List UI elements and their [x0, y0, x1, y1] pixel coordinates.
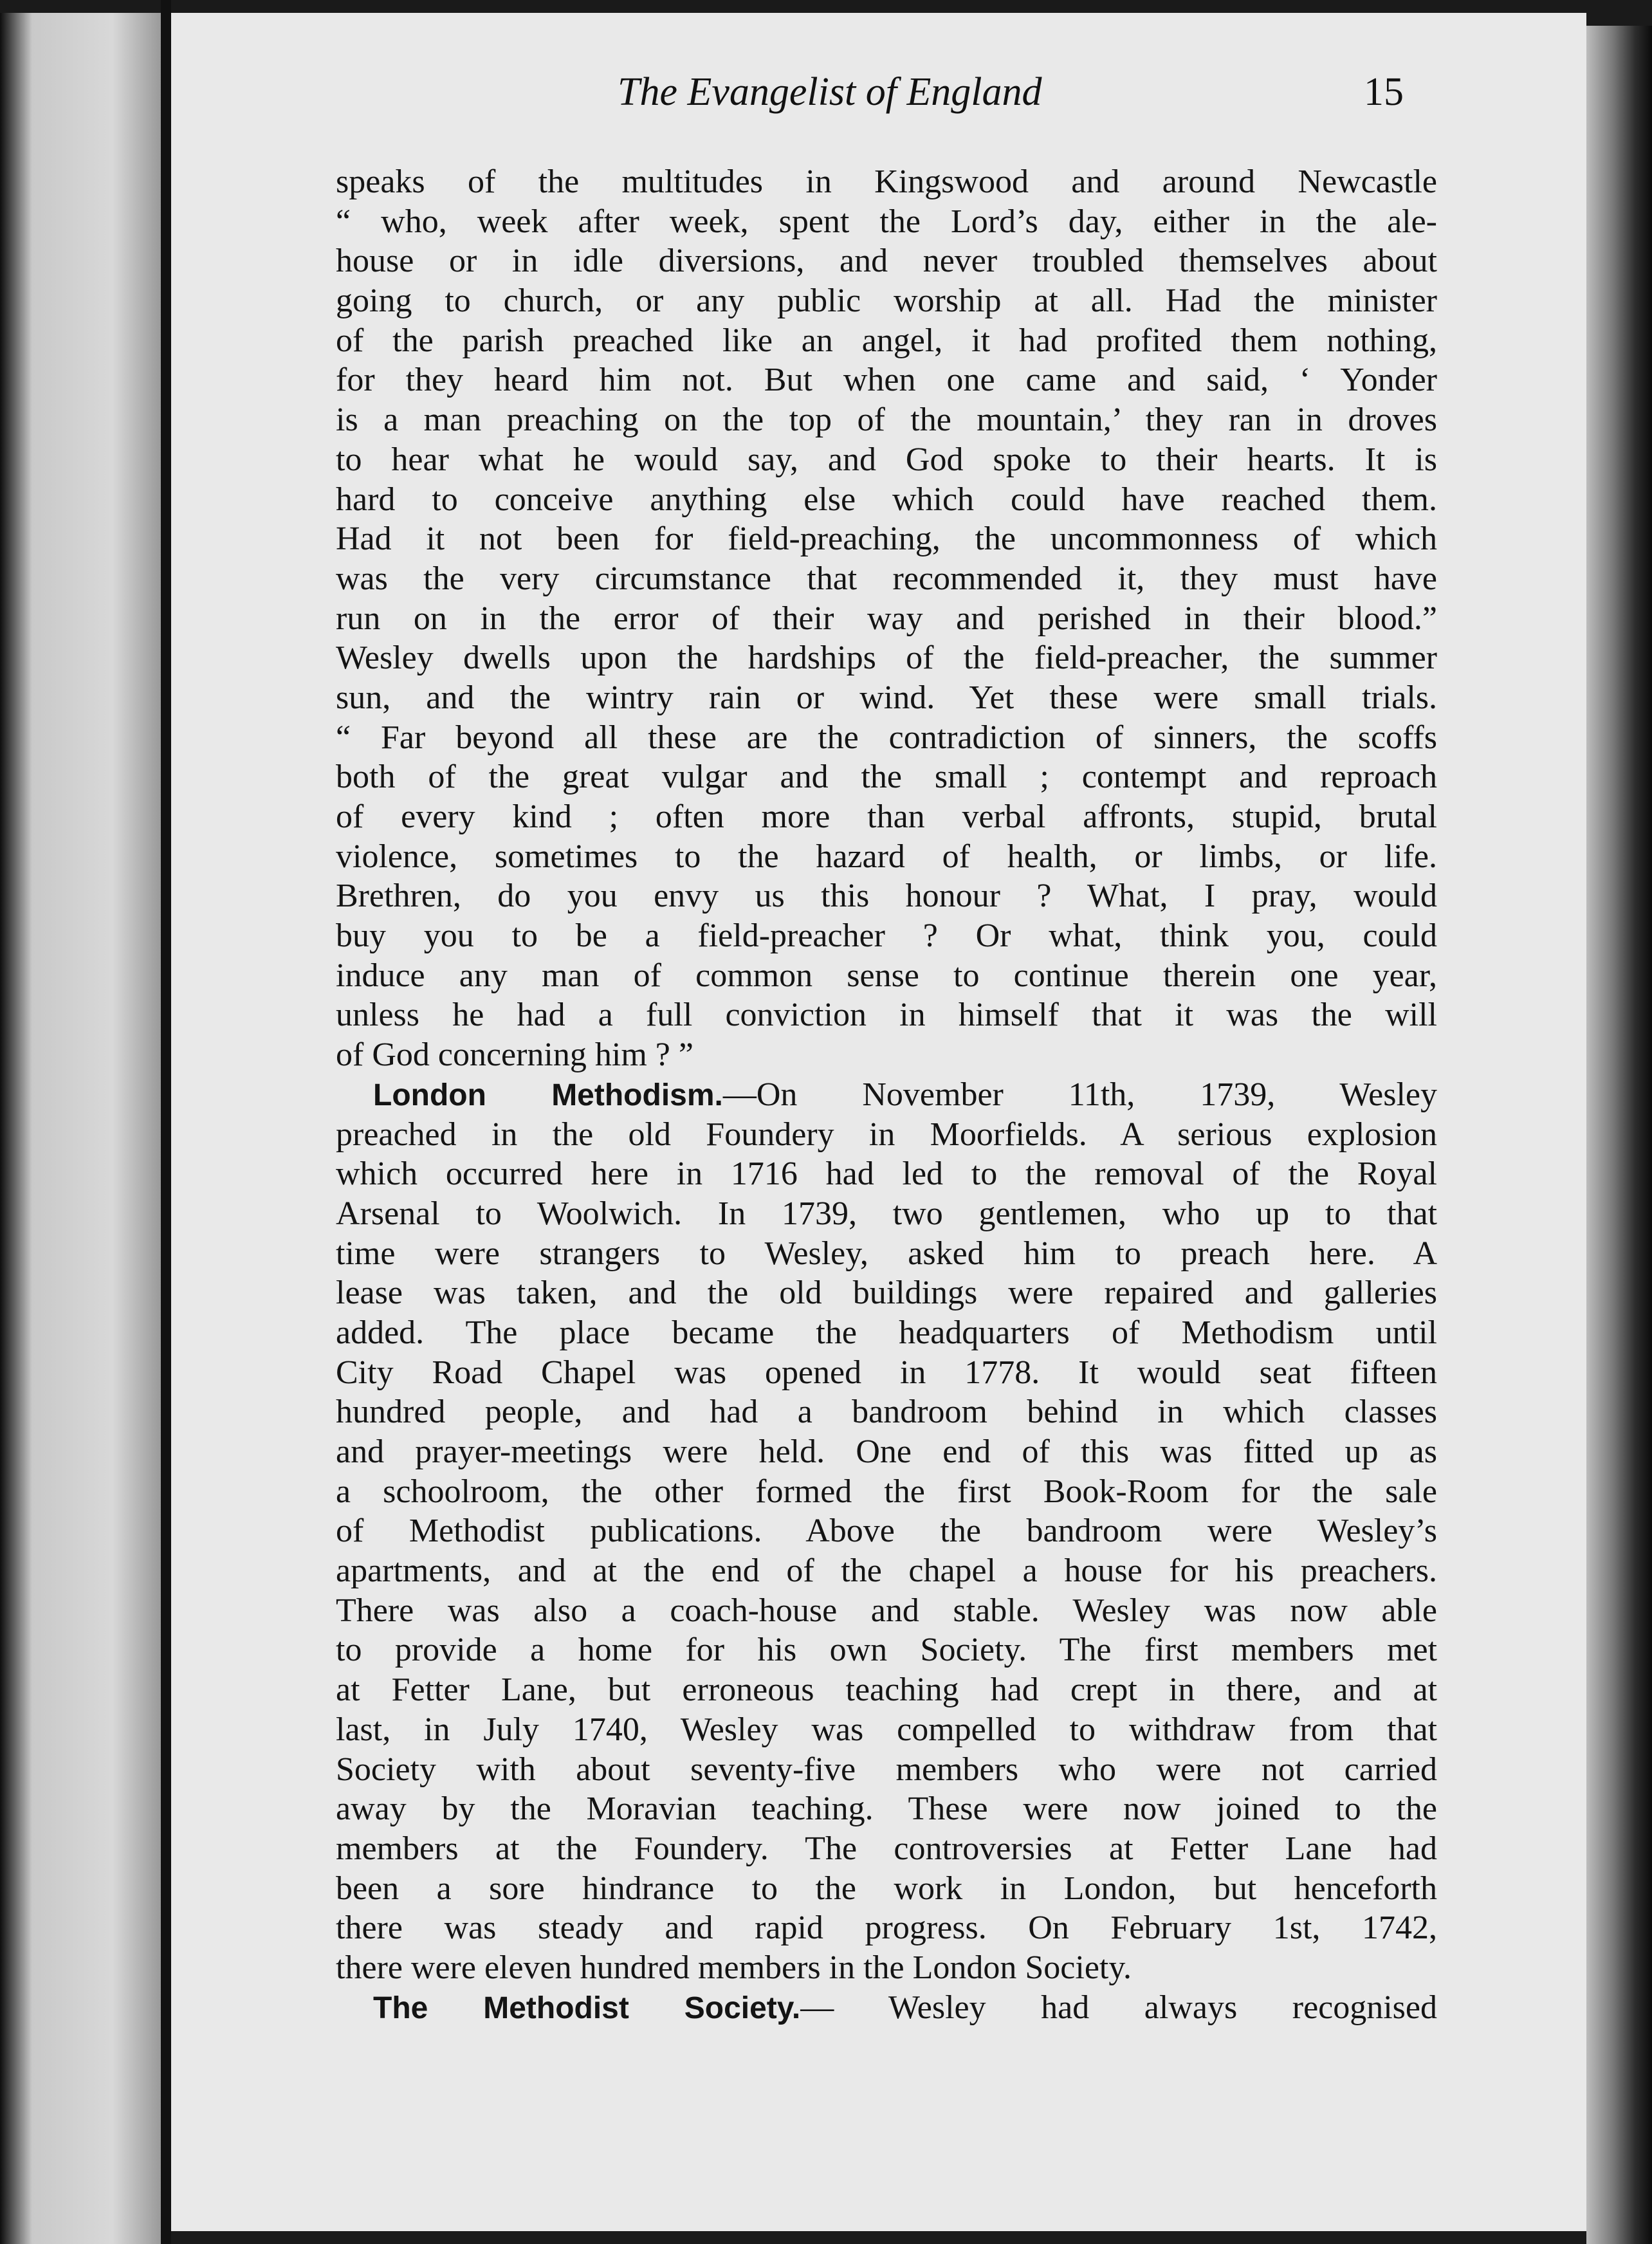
text-line: There was also a coach-house and stable. Wesley was now able	[336, 1592, 1437, 1629]
running-head: The Evangelist of England	[618, 70, 1042, 114]
facing-page-edge	[0, 13, 161, 2244]
text-line: Society with about seventy-five members who were not carried	[336, 1751, 1437, 1788]
text-line: going to church, or any public worship at all. Had the minister	[336, 282, 1437, 320]
text-line: hundred people, and had a bandroom behind in which classes	[336, 1393, 1437, 1431]
text-line: both of the great vulgar and the small ; contempt and reproach	[336, 759, 1437, 796]
text-line: been a sore hindrance to the work in London, but henceforth	[336, 1870, 1437, 1907]
text-line: induce any man of common sense to continue therein one year,	[336, 957, 1437, 994]
text-line: Arsenal to Woolwich. In 1739, two gentlemen, who up to that	[336, 1195, 1437, 1232]
text-line: lease was taken, and the old buildings were repaired and galleries	[336, 1274, 1437, 1312]
text-line: buy you to be a field-preacher ? Or what, think you, could	[336, 917, 1437, 955]
text-line: house or in idle diversions, and never troubled themselves about	[336, 243, 1437, 280]
text-line: sun, and the wintry rain or wind. Yet these were small trials.	[336, 679, 1437, 716]
page-number: 15	[1364, 70, 1404, 114]
text-line: run on in the error of their way and perished in their blood.”	[336, 600, 1437, 637]
text-line: of God concerning him ? ”	[336, 1036, 693, 1074]
text-line: last, in July 1740, Wesley was compelled to withdraw from that	[336, 1711, 1437, 1748]
text-line: “ Far beyond all these are the contradiction of sinners, the scoffs	[336, 719, 1437, 756]
text-line: added. The place became the headquarters of Methodism until	[336, 1314, 1437, 1351]
text-line: there was steady and rapid progress. On February 1st, 1742,	[336, 1909, 1437, 1947]
london-methodism-first-line	[336, 1075, 1437, 1115]
section-heading-london-methodism: London Methodism.	[373, 1078, 723, 1112]
text-line: apartments, and at the end of the chapel a house for his preachers.	[336, 1552, 1437, 1590]
paragraph-london-methodism	[336, 1115, 1437, 1988]
text-line: Brethren, do you envy us this honour ? What, I pray, would	[336, 878, 1437, 915]
methodist-society-first-line-text: — Wesley had always recognised	[800, 1989, 1437, 2026]
text-line: Wesley dwells upon the hardships of the field-preacher, the summer	[336, 639, 1437, 677]
text-line: time were strangers to Wesley, asked him to preach here. A	[336, 1235, 1437, 1272]
text-line: Had it not been for field-preaching, the uncommonness of which	[336, 520, 1437, 558]
text-line: and prayer-meetings were held. One end of this was fitted up as	[336, 1433, 1437, 1470]
text-line: members at the Foundery. The controversies at Fetter Lane had	[336, 1830, 1437, 1867]
text-line: which occurred here in 1716 had led to the removal of the Royal	[336, 1155, 1437, 1193]
text-line: to hear what he would say, and God spoke to their hearts. It is	[336, 441, 1437, 478]
text-line: was the very circumstance that recommended it, they must have	[336, 560, 1437, 597]
text-line: at Fetter Lane, but erroneous teaching had crept in there, and at	[336, 1671, 1437, 1709]
text-line: of Methodist publications. Above the bandroom were Wesley’s	[336, 1513, 1437, 1550]
text-line: there were eleven hundred members in the London Society.	[336, 1949, 1132, 1986]
methodist-society-first-line	[336, 1988, 1437, 2028]
text-line: to provide a home for his own Society. The first members met	[336, 1632, 1437, 1669]
text-line: hard to conceive anything else which could have reached them.	[336, 481, 1437, 518]
text-line: City Road Chapel was opened in 1778. It would seat fifteen	[336, 1354, 1437, 1391]
text-line: of every kind ; often more than verbal affronts, stupid, brutal	[336, 798, 1437, 835]
text-line: “ who, week after week, spent the Lord’s day, either in the ale-	[336, 203, 1437, 240]
text-line: for they heard him not. But when one came and said, ‘ Yonder	[336, 362, 1437, 399]
paragraph-1	[336, 162, 1437, 1075]
text-line: speaks of the multitudes in Kingswood and around Newcastle	[336, 163, 1437, 200]
text-line: away by the Moravian teaching. These were now joined to the	[336, 1790, 1437, 1828]
text-line: is a man preaching on the top of the mountain,’ they ran in droves	[336, 401, 1437, 439]
text-line: preached in the old Foundery in Moorfields. A serious explosion	[336, 1116, 1437, 1153]
section-heading-methodist-society: The Methodist Society.	[373, 1991, 801, 2025]
text-line: a schoolroom, the other formed the first Book-Room for the sale	[336, 1473, 1437, 1510]
body-text	[336, 162, 1437, 2027]
page-right-edge	[1586, 26, 1652, 2244]
text-line: violence, sometimes to the hazard of health, or limbs, or life.	[336, 838, 1437, 875]
text-line: of the parish preached like an angel, it had profited them nothing,	[336, 322, 1437, 359]
text-line: unless he had a full conviction in himself that it was the will	[336, 997, 1437, 1034]
london-methodism-first-line-text: —On November 11th, 1739, Wesley	[722, 1076, 1437, 1113]
book-gutter	[161, 0, 171, 2244]
